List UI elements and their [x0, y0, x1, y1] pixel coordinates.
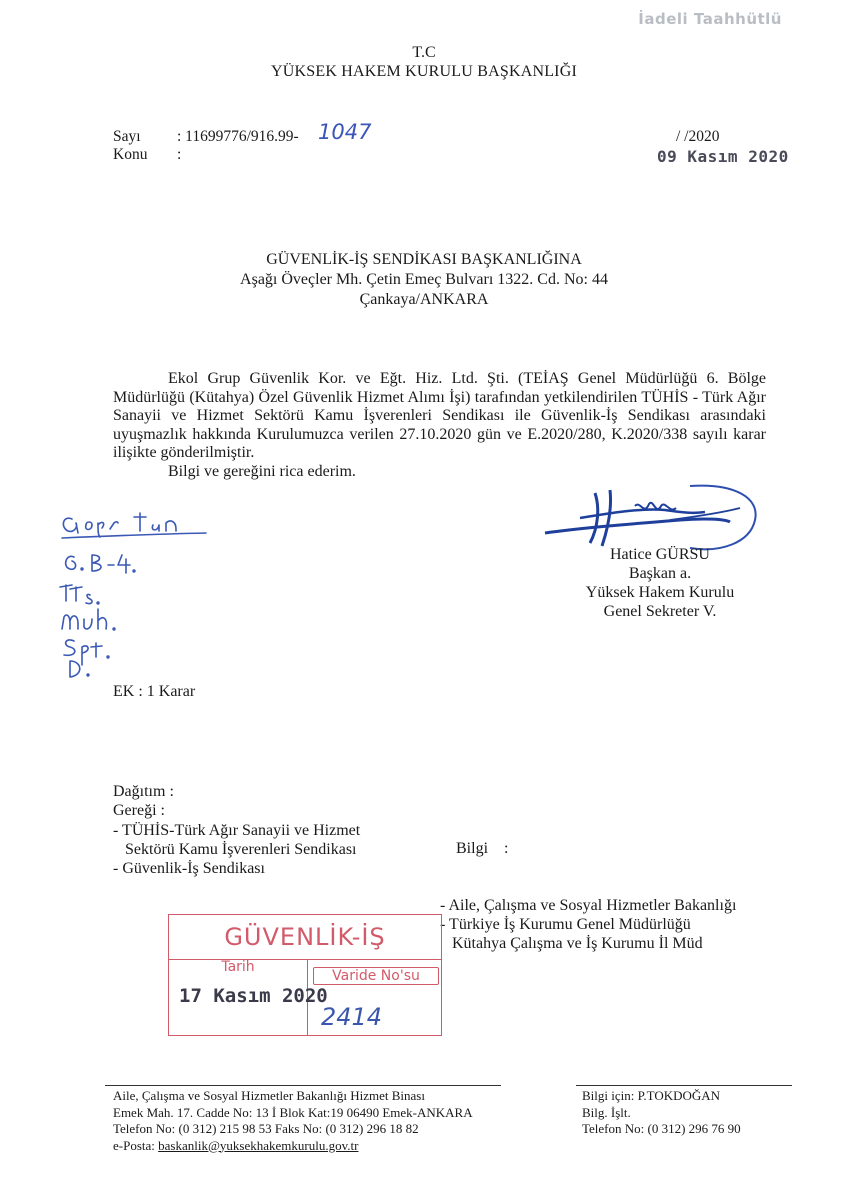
footer-email-link[interactable]: baskanlik@yuksekhakemkurulu.gov.tr — [158, 1137, 359, 1153]
sayi-label: Sayı — [113, 128, 141, 145]
addressee-block — [0, 250, 848, 310]
attachment-line: EK : 1 Karar — [113, 683, 196, 700]
bilgi-recipients — [440, 801, 736, 972]
footer-contact-right — [582, 1088, 741, 1138]
printed-date: / /2020 — [676, 128, 720, 145]
footer-contact-person: Bilgi için: P.TOKDOĞAN — [582, 1088, 721, 1103]
footer-email-label: e-Posta: — [113, 1137, 159, 1153]
footer-contact-role: Bilg. İşlt. — [582, 1104, 631, 1120]
geregi-recipients: - TÜHİS-Türk Ağır Sanayii ve Hizmet Sektörü Kamu İşverenleri Sendikası - Güvenlik-İş Sendikası — [113, 822, 361, 877]
handwritten-margin-notes — [58, 505, 208, 680]
receipt-date: 17 Kasım 2020 — [179, 985, 328, 1007]
receipt-date-label: Tarih — [221, 959, 255, 975]
footer-contact-left — [113, 1088, 473, 1154]
addressee-street: Aşağı Öveçler Mh. Çetin Emeç Bulvarı 1322. Cd. No: 44 — [240, 271, 608, 288]
konu-value: : — [177, 146, 182, 163]
sayi-value: : 11699776/916.99- — [177, 128, 299, 145]
header-organization: YÜKSEK HAKEM KURULU BAŞKANLIĞI — [271, 63, 577, 80]
signatory-block — [560, 545, 760, 621]
footer-building: Aile, Çalışma ve Sosyal Hizmetler Bakanlığı Hizmet Binası — [113, 1088, 425, 1103]
geregi-label: Gereği : — [113, 802, 165, 819]
bilgi-items: - Aile, Çalışma ve Sosyal Hizmetler Bakanlığı - Türkiye İş Kurumu Genel Müdürlüğü Kütahya Çalışma ve İş Kurumu İl Müd — [440, 897, 737, 952]
registered-mail-stamp: İadeli Taahhütlü — [638, 10, 782, 28]
closing-paragraph: Bilgi ve gereğini rica ederim. — [168, 462, 356, 480]
signatory-title: Başkan a. — [628, 565, 692, 582]
signatory-institution: Yüksek Hakem Kurulu — [585, 584, 735, 601]
date-stamp: 09 Kasım 2020 — [657, 147, 789, 166]
bilgi-label: Bilgi : — [440, 840, 509, 857]
footer-contact-phone: Telefon No: (0 312) 296 76 90 — [582, 1121, 741, 1136]
distribution-block — [113, 782, 174, 820]
distribution-label: Dağıtım : — [113, 783, 174, 800]
receipt-number: 2414 — [321, 1003, 383, 1031]
receipt-number-label: Varide No'su — [313, 967, 439, 985]
letter-body — [113, 370, 766, 481]
footer-phone: Telefon No: (0 312) 215 98 53 Faks No: (0 312) 296 18 82 — [113, 1121, 419, 1136]
footer-address: Emek Mah. 17. Cadde No: 13 İ Blok Kat:19 06490 Emek-ANKARA — [113, 1104, 473, 1120]
signatory-name: Hatice GÜRSU — [610, 546, 710, 563]
signatory-position: Genel Sekreter V. — [603, 603, 717, 620]
sayi-handwritten-number: 1047 — [318, 120, 372, 144]
receipt-stamp — [168, 914, 442, 1036]
footer-divider-right — [576, 1085, 792, 1086]
addressee-city: Çankaya/ANKARA — [359, 291, 489, 308]
header-country: T.C — [412, 44, 436, 61]
footer-divider-left — [105, 1085, 501, 1086]
konu-label: Konu — [113, 146, 148, 163]
body-paragraph: Ekol Grup Güvenlik Kor. ve Eğt. Hiz. Ltd. Şti. (TEİAŞ Genel Müdürlüğü 6. Bölge Müdürlüğü (Kütahya) Özel Güvenlik Hizmet Alımı İşi) tarafından yetkilendirilen TÜHİS - Türk Ağır Sanayii ve Hizmet Sektörü Kamu İşverenleri Sendikası ile Güvenlik-İş Sendikası arasındaki uyuşmazlık hakkında Kurulumuzca verilen 27.10.2020 gün ve E.2020/280, K.2020/338 sayılı karar ilişikte gönderilmiştir. — [113, 370, 766, 461]
receipt-stamp-title: GÜVENLİK-İŞ — [224, 923, 386, 951]
footer-email-row — [113, 1138, 473, 1155]
addressee-name: GÜVENLİK-İŞ SENDİKASI BAŞKANLIĞINA — [266, 251, 582, 268]
